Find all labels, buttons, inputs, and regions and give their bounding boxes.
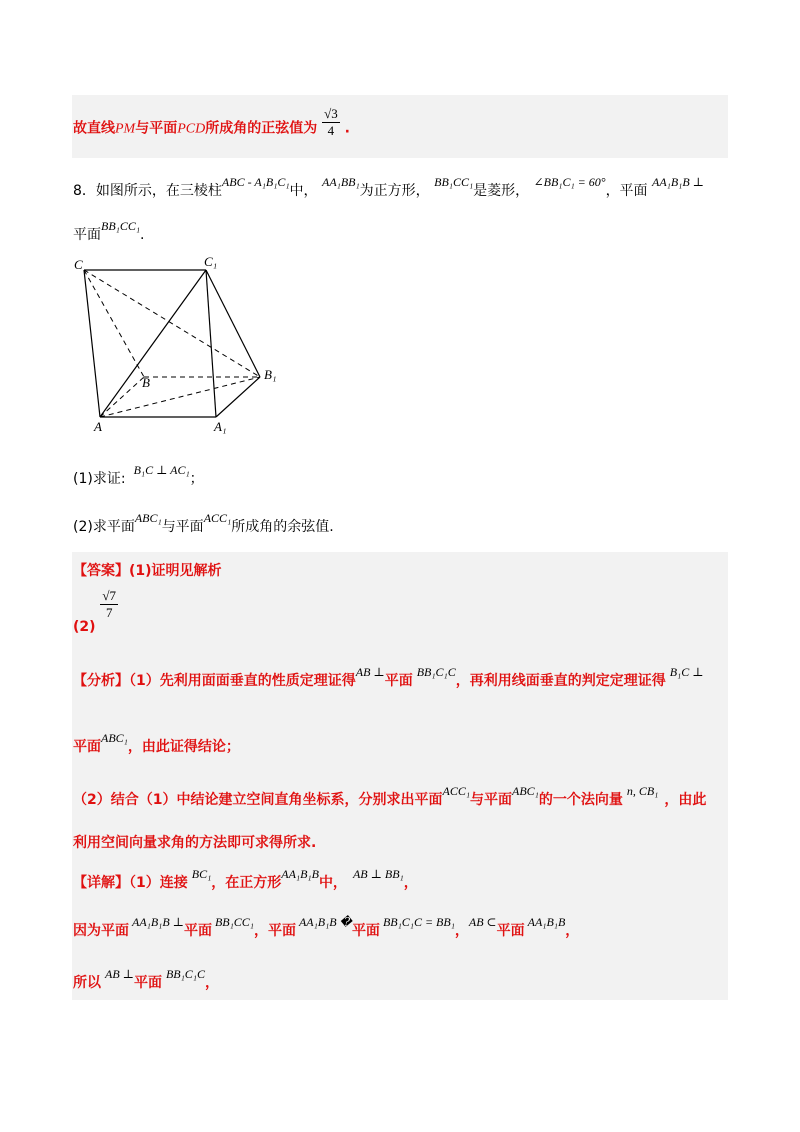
edge-A1-B1 — [216, 377, 260, 417]
label-A: A — [94, 419, 102, 434]
detail-line-3: 所以AB ⊥平面BB₁C₁C， — [73, 967, 219, 991]
analysis-line-3: （2）结合（1）中结论建立空间直角坐标系，分别求出平面ACC₁与平面ABC₁的一个法向量n, CB₁，由此 — [73, 784, 707, 808]
part-2: (2)求平面ABC₁与平面ACC₁所成角的余弦值. — [73, 511, 334, 535]
fraction-sqrt3-over-4: $\frac{√3}{4}$ — [324, 106, 338, 138]
label-B1: B₁ — [264, 367, 277, 382]
edge-C-B — [84, 270, 144, 377]
prism-figure — [70, 255, 290, 435]
analysis-line-4: 利用空间向量求角的方法即可求得所求. — [73, 835, 317, 851]
detail-line-1: 【详解】（1）连接BC₁，在正方形AA₁B₁B中，AB ⊥ BB₁， — [73, 867, 418, 891]
fraction-sqrt7-over-7: $\frac{√7}{7}$ — [102, 588, 117, 620]
analysis-line-2: 平面ABC₁，由此证得结论； — [73, 731, 240, 755]
question-8-line-1: 8．如图所示，在三棱柱ABC - A₁B₁C₁中， AA₁BB₁为正方形， BB₁CC₁是菱形， ∠BB₁C₁ = 60°，平面 AA₁B₁B ⊥ — [73, 175, 704, 199]
edge-C1-A1 — [206, 270, 216, 417]
label-B: B — [142, 375, 150, 390]
detail-line-2: 因为平面AA₁B₁B ⊥平面BB₁CC₁，平面AA₁B₁B �平面BB₁C₁C = BB₁，AB ⊂平面AA₁B₁B， — [73, 915, 580, 939]
previous-answer-line: 故直线PM与平面PCD所成角的正弦值为 $\frac{√3}{4}$ . — [73, 106, 350, 138]
answer-part-2: (2) $\frac{√7}{7}$ — [73, 588, 117, 635]
question-8-line-2: 平面BB₁CC₁. — [73, 219, 145, 243]
label-C1: C₁ — [204, 255, 218, 269]
label-A1: A₁ — [214, 419, 227, 434]
answer-label: 【答案】(1)证明见解析 — [73, 563, 222, 579]
part-1: (1)求证:B₁C ⊥ AC₁； — [73, 463, 204, 487]
edge-C-A — [84, 270, 100, 417]
label-C: C — [74, 257, 83, 272]
analysis-line-1: 【分析】（1）先利用面面垂直的性质定理证得AB ⊥平面BB₁C₁C，再利用线面垂直的判定定理证得B₁C ⊥ — [73, 665, 704, 689]
